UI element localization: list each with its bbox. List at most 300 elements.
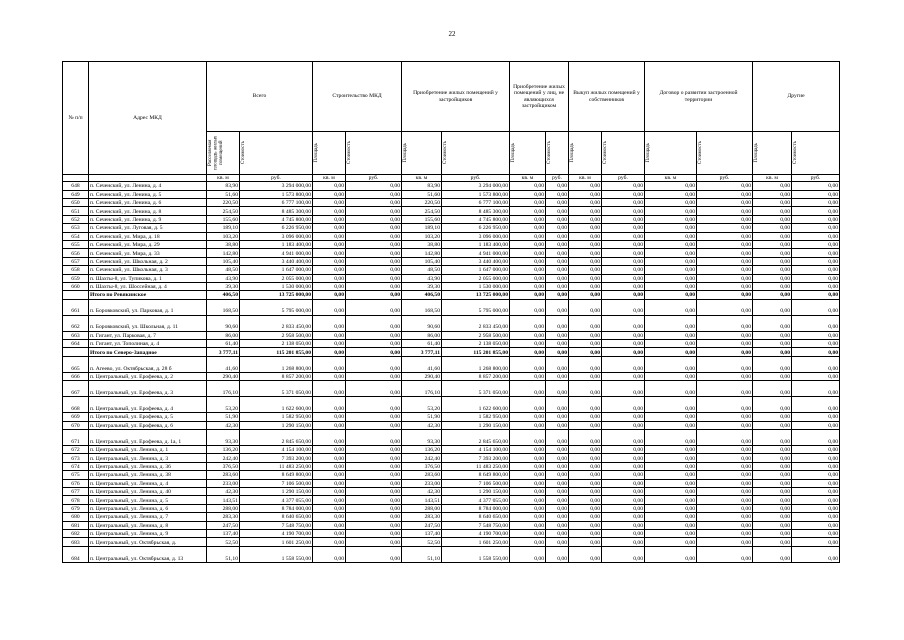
row-number: 668: [63, 397, 89, 413]
row-area-buyout: 0,00: [569, 513, 602, 521]
row-cost-other: 0,00: [792, 397, 840, 413]
unit-label: кв. м: [510, 175, 546, 182]
row-area-buyout: 0,00: [569, 182, 602, 190]
row-cost-developers: 7 106 500,00: [442, 479, 510, 487]
row-cost-nondevelopers: 0,00: [546, 397, 569, 413]
row-area-buyout: 0,00: [569, 215, 602, 223]
row-cost-nondevelopers: 0,00: [546, 232, 569, 240]
row-area-other: 0,00: [753, 190, 792, 198]
row-cost-buyout: 0,00: [602, 430, 645, 446]
row-area-buyout: 0,00: [569, 299, 602, 315]
row-area-nondevelopers: 0,00: [510, 340, 546, 348]
row-area-developers: 288,00: [402, 504, 442, 512]
row-cost-nondevelopers: 0,00: [546, 340, 569, 348]
row-area-contract: 0,00: [645, 274, 697, 282]
row-area-total: 189,10: [207, 224, 240, 232]
page-number: 22: [448, 30, 456, 38]
row-area-buyout: 0,00: [569, 538, 602, 546]
row-cost-buyout: 0,00: [602, 471, 645, 479]
row-cost-developers: 1 622 600,00: [442, 397, 510, 413]
row-cost-construction: 0,00: [346, 215, 402, 223]
row-number: 675: [63, 471, 89, 479]
row-cost-total: 8 640 650,00: [240, 513, 313, 521]
row-cost-other: 0,00: [792, 381, 840, 397]
row-cost-developers: 4 377 055,00: [442, 496, 510, 504]
row-cost-total: 1 290 150,00: [240, 487, 313, 495]
row-cost-other: 0,00: [792, 224, 840, 232]
row-area-total: 61,40: [207, 340, 240, 348]
row-area-nondevelopers: 0,00: [510, 249, 546, 257]
row-area-developers: 51,90: [402, 413, 442, 421]
row-cost-construction: 0,00: [346, 496, 402, 504]
header-cost: Стоимость: [347, 141, 352, 165]
row-cost-contract: 0,00: [697, 504, 753, 512]
header-group: Выкуп жилых помещений у собственников: [569, 62, 645, 132]
row-cost-contract: 0,00: [697, 471, 753, 479]
row-address: п. Шахты-8, ул. Тупикова, д. 1: [89, 274, 207, 282]
row-number: 655: [63, 240, 89, 248]
row-cost-construction: 0,00: [346, 529, 402, 537]
table-row: [63, 274, 840, 282]
row-area-other: 0,00: [753, 198, 792, 206]
header-cost: Стоимость: [547, 141, 553, 165]
table-row: [63, 207, 840, 215]
row-area-contract: 0,00: [645, 521, 697, 529]
row-area-contract: 0,00: [645, 182, 697, 190]
row-area-developers: 38,80: [402, 240, 442, 248]
row-area-nondevelopers: 0,00: [510, 331, 546, 339]
row-number: 657: [63, 257, 89, 265]
header-area: Площадь: [511, 143, 517, 163]
row-cost-construction: 0,00: [346, 471, 402, 479]
row-address: Итого по Северо-Западное: [89, 348, 207, 356]
row-area-contract: 0,00: [645, 266, 697, 274]
row-cost-contract: 0,00: [697, 356, 753, 372]
table-row: [63, 232, 840, 240]
row-number: 652: [63, 215, 89, 223]
header-area: Площадь: [570, 143, 576, 163]
row-area-other: 0,00: [753, 381, 792, 397]
row-area-other: 0,00: [753, 356, 792, 372]
row-cost-contract: 0,00: [697, 232, 753, 240]
row-area-nondevelopers: 0,00: [510, 299, 546, 315]
row-area-developers: 242,40: [402, 454, 442, 462]
row-address: п. Гигант, ул. Парковая, д. 7: [89, 331, 207, 339]
row-area-other: 0,00: [753, 299, 792, 315]
row-cost-total: 5 371 050,00: [240, 381, 313, 397]
row-area-buyout: 0,00: [569, 504, 602, 512]
header-cost: Стоимость: [241, 141, 246, 165]
row-area-total: 39,30: [207, 282, 240, 290]
header-cost: Стоимость: [603, 141, 609, 165]
row-cost-buyout: 0,00: [602, 521, 645, 529]
row-area-buyout: 0,00: [569, 529, 602, 537]
row-area-nondevelopers: 0,00: [510, 315, 546, 331]
row-number: 674: [63, 462, 89, 470]
row-cost-total: 6 777 100,00: [240, 198, 313, 206]
row-cost-buyout: 0,00: [602, 315, 645, 331]
header-group: Всего: [207, 62, 313, 132]
row-area-other: 0,00: [753, 249, 792, 257]
row-cost-nondevelopers: 0,00: [546, 521, 569, 529]
row-cost-contract: 0,00: [697, 340, 753, 348]
row-area-developers: 39,30: [402, 282, 442, 290]
row-area-developers: 247,50: [402, 521, 442, 529]
row-area-contract: 0,00: [645, 487, 697, 495]
row-area-contract: 0,00: [645, 249, 697, 257]
row-area-contract: 0,00: [645, 546, 697, 562]
row-cost-total: 2 958 500,00: [240, 331, 313, 339]
row-number: 661: [63, 299, 89, 315]
row-area-buyout: 0,00: [569, 471, 602, 479]
row-cost-construction: 0,00: [346, 257, 402, 265]
row-cost-contract: 0,00: [697, 454, 753, 462]
row-area-construction: 0,00: [313, 190, 346, 198]
row-area-total: 288,00: [207, 504, 240, 512]
row-cost-other: 0,00: [792, 182, 840, 190]
row-area-nondevelopers: 0,00: [510, 198, 546, 206]
row-area-other: 0,00: [753, 430, 792, 446]
row-number: 665: [63, 356, 89, 372]
row-address: п. Центральный, ул. Ерофеева, д. 2: [89, 372, 207, 380]
row-area-construction: 0,00: [313, 454, 346, 462]
row-cost-construction: 0,00: [346, 504, 402, 512]
row-area-contract: 0,00: [645, 413, 697, 421]
row-area-buyout: 0,00: [569, 232, 602, 240]
row-cost-total: 3 096 000,00: [240, 232, 313, 240]
row-area-buyout: 0,00: [569, 198, 602, 206]
row-area-buyout: 0,00: [569, 496, 602, 504]
row-cost-nondevelopers: 0,00: [546, 413, 569, 421]
row-area-construction: 0,00: [313, 446, 346, 454]
row-area-developers: 61,40: [402, 340, 442, 348]
row-number: 663: [63, 331, 89, 339]
unit-label: кв. м: [569, 175, 602, 182]
row-area-developers: 406,50: [402, 291, 442, 299]
row-area-total: 136,20: [207, 446, 240, 454]
row-address: п. Гигант, ул. Тополиная, д. 4: [89, 340, 207, 348]
row-area-total: 86,00: [207, 331, 240, 339]
unit-label: кв. м: [645, 175, 697, 182]
row-cost-developers: 6 226 950,00: [442, 224, 510, 232]
row-area-total: 233,00: [207, 479, 240, 487]
row-cost-total: 4 154 100,00: [240, 446, 313, 454]
row-area-other: 0,00: [753, 331, 792, 339]
row-area-developers: 3 777,11: [402, 348, 442, 356]
row-area-buyout: 0,00: [569, 266, 602, 274]
row-number: 684: [63, 546, 89, 562]
row-cost-other: 0,00: [792, 521, 840, 529]
row-area-developers: 43,90: [402, 274, 442, 282]
row-number: 676: [63, 479, 89, 487]
table-row: [63, 413, 840, 421]
row-cost-construction: 0,00: [346, 232, 402, 240]
row-cost-construction: 0,00: [346, 282, 402, 290]
row-cost-nondevelopers: 0,00: [546, 315, 569, 331]
row-area-other: 0,00: [753, 207, 792, 215]
row-area-developers: 53,20: [402, 397, 442, 413]
table-row: [63, 504, 840, 512]
row-cost-other: 0,00: [792, 331, 840, 339]
row-address: п. Боровковский, ул. Школьная, д. 11: [89, 315, 207, 331]
row-address: п. Сеченский, ул. Мира, д. 33: [89, 249, 207, 257]
table-row: [63, 430, 840, 446]
row-address: п. Сеченский, ул. Ленина, д. 5: [89, 190, 207, 198]
row-area-buyout: 0,00: [569, 462, 602, 470]
row-area-contract: 0,00: [645, 381, 697, 397]
row-cost-total: 13 725 000,00: [240, 291, 313, 299]
row-cost-construction: 0,00: [346, 381, 402, 397]
row-cost-developers: 1 530 000,00: [442, 282, 510, 290]
header-no: № п/п: [63, 62, 89, 175]
row-area-nondevelopers: 0,00: [510, 356, 546, 372]
table-row: [63, 397, 840, 413]
row-area-buyout: 0,00: [569, 257, 602, 265]
row-cost-buyout: 0,00: [602, 249, 645, 257]
row-address: п. Центральный, ул. Ленина, д. 4: [89, 479, 207, 487]
row-cost-nondevelopers: 0,00: [546, 291, 569, 299]
row-cost-contract: 0,00: [697, 430, 753, 446]
row-area-contract: 0,00: [645, 257, 697, 265]
row-area-nondevelopers: 0,00: [510, 224, 546, 232]
row-cost-other: 0,00: [792, 299, 840, 315]
row-area-nondevelopers: 0,00: [510, 381, 546, 397]
row-cost-construction: 0,00: [346, 207, 402, 215]
row-address: Итого по Ревякинское: [89, 291, 207, 299]
row-number: [63, 291, 89, 299]
row-cost-construction: 0,00: [346, 479, 402, 487]
row-area-construction: 0,00: [313, 340, 346, 348]
row-cost-other: 0,00: [792, 190, 840, 198]
row-cost-total: 4 190 700,00: [240, 529, 313, 537]
row-area-total: 376,50: [207, 462, 240, 470]
row-area-buyout: 0,00: [569, 340, 602, 348]
row-cost-construction: 0,00: [346, 240, 402, 248]
header-area: Площадь: [314, 143, 319, 163]
header-cost: Стоимость: [443, 141, 448, 165]
table-row: [63, 421, 840, 429]
row-cost-contract: 0,00: [697, 397, 753, 413]
row-cost-total: 8 485 300,00: [240, 207, 313, 215]
row-cost-nondevelopers: 0,00: [546, 513, 569, 521]
table-row: [63, 182, 840, 190]
row-area-nondevelopers: 0,00: [510, 291, 546, 299]
row-address: п. Центральный, ул. Ленина, д. 8: [89, 521, 207, 529]
row-area-total: 105,40: [207, 257, 240, 265]
row-area-contract: 0,00: [645, 291, 697, 299]
row-cost-other: 0,00: [792, 240, 840, 248]
row-area-nondevelopers: 0,00: [510, 257, 546, 265]
row-cost-total: 8 784 000,00: [240, 504, 313, 512]
row-cost-total: 4 745 800,00: [240, 215, 313, 223]
row-area-developers: 136,20: [402, 446, 442, 454]
row-cost-construction: 0,00: [346, 397, 402, 413]
row-number: 666: [63, 372, 89, 380]
row-area-nondevelopers: 0,00: [510, 496, 546, 504]
row-cost-developers: 8 640 650,00: [442, 513, 510, 521]
row-cost-contract: 0,00: [697, 190, 753, 198]
row-cost-contract: 0,00: [697, 315, 753, 331]
row-area-other: 0,00: [753, 397, 792, 413]
row-area-developers: 220,50: [402, 198, 442, 206]
row-address: п. Шахты-8, ул. Шоссейная, д. 4: [89, 282, 207, 290]
row-number: 669: [63, 413, 89, 421]
row-area-other: 0,00: [753, 315, 792, 331]
row-area-total: 83,90: [207, 182, 240, 190]
row-cost-other: 0,00: [792, 274, 840, 282]
row-area-construction: 0,00: [313, 504, 346, 512]
row-area-total: 90,60: [207, 315, 240, 331]
row-area-total: 283,60: [207, 471, 240, 479]
row-area-contract: 0,00: [645, 331, 697, 339]
row-address: п. Сеченский, ул. Мира, д. 29: [89, 240, 207, 248]
row-area-developers: 93,30: [402, 430, 442, 446]
row-cost-nondevelopers: 0,00: [546, 479, 569, 487]
row-cost-buyout: 0,00: [602, 348, 645, 356]
row-cost-nondevelopers: 0,00: [546, 224, 569, 232]
row-area-developers: 51,60: [402, 190, 442, 198]
row-cost-developers: 2 138 050,00: [442, 340, 510, 348]
row-cost-other: 0,00: [792, 249, 840, 257]
row-area-construction: 0,00: [313, 232, 346, 240]
row-area-construction: 0,00: [313, 471, 346, 479]
row-cost-other: 0,00: [792, 291, 840, 299]
row-cost-contract: 0,00: [697, 462, 753, 470]
row-cost-contract: 0,00: [697, 546, 753, 562]
row-cost-total: 1 290 150,00: [240, 421, 313, 429]
row-area-developers: 103,20: [402, 232, 442, 240]
header-group: Договор о развитии застроенной территории: [645, 62, 753, 132]
row-address: п. Центральный, ул. Ерофеева, д. 1а, 1: [89, 430, 207, 446]
row-cost-buyout: 0,00: [602, 215, 645, 223]
table-row: [63, 240, 840, 248]
row-cost-developers: 5 371 050,00: [442, 381, 510, 397]
table-row: [63, 249, 840, 257]
row-cost-buyout: 0,00: [602, 446, 645, 454]
row-cost-contract: 0,00: [697, 413, 753, 421]
row-cost-buyout: 0,00: [602, 356, 645, 372]
header-area-resettled: Расселяемая площадь жилых помещений: [208, 135, 224, 171]
row-cost-buyout: 0,00: [602, 496, 645, 504]
table-body: [63, 182, 840, 563]
row-cost-construction: 0,00: [346, 291, 402, 299]
row-area-contract: 0,00: [645, 240, 697, 248]
row-area-total: 53,20: [207, 397, 240, 413]
row-area-developers: 290,40: [402, 372, 442, 380]
row-cost-contract: 0,00: [697, 348, 753, 356]
row-area-nondevelopers: 0,00: [510, 413, 546, 421]
row-cost-developers: 2 958 500,00: [442, 331, 510, 339]
row-area-other: 0,00: [753, 291, 792, 299]
row-area-developers: 254,50: [402, 207, 442, 215]
row-cost-buyout: 0,00: [602, 421, 645, 429]
row-cost-contract: 0,00: [697, 513, 753, 521]
row-area-other: 0,00: [753, 372, 792, 380]
row-area-other: 0,00: [753, 266, 792, 274]
row-cost-contract: 0,00: [697, 257, 753, 265]
header-area: Площадь: [754, 143, 760, 163]
row-area-nondevelopers: 0,00: [510, 266, 546, 274]
row-cost-contract: 0,00: [697, 249, 753, 257]
row-cost-contract: 0,00: [697, 224, 753, 232]
row-area-total: 51,60: [207, 190, 240, 198]
row-area-nondevelopers: 0,00: [510, 513, 546, 521]
row-area-contract: 0,00: [645, 496, 697, 504]
row-area-contract: 0,00: [645, 215, 697, 223]
row-cost-construction: 0,00: [346, 413, 402, 421]
row-area-contract: 0,00: [645, 430, 697, 446]
row-cost-other: 0,00: [792, 513, 840, 521]
row-cost-nondevelopers: 0,00: [546, 529, 569, 537]
row-area-buyout: 0,00: [569, 207, 602, 215]
row-cost-developers: 4 154 100,00: [442, 446, 510, 454]
row-cost-developers: 3 096 000,00: [442, 232, 510, 240]
row-area-buyout: 0,00: [569, 546, 602, 562]
table-row: [63, 454, 840, 462]
row-cost-construction: 0,00: [346, 190, 402, 198]
row-cost-total: 2 845 650,00: [240, 430, 313, 446]
row-area-other: 0,00: [753, 274, 792, 282]
row-cost-total: 3 294 000,00: [240, 182, 313, 190]
row-cost-other: 0,00: [792, 340, 840, 348]
row-area-nondevelopers: 0,00: [510, 471, 546, 479]
row-area-construction: 0,00: [313, 487, 346, 495]
header-group: Строительство МКД: [313, 62, 402, 132]
row-area-developers: 105,40: [402, 257, 442, 265]
row-cost-nondevelopers: 0,00: [546, 487, 569, 495]
row-cost-nondevelopers: 0,00: [546, 504, 569, 512]
row-area-total: 290,40: [207, 372, 240, 380]
row-cost-buyout: 0,00: [602, 529, 645, 537]
row-cost-developers: 1 582 950,00: [442, 413, 510, 421]
row-cost-contract: 0,00: [697, 282, 753, 290]
row-cost-developers: 7 393 200,00: [442, 454, 510, 462]
row-cost-construction: 0,00: [346, 513, 402, 521]
row-cost-other: 0,00: [792, 454, 840, 462]
row-area-contract: 0,00: [645, 513, 697, 521]
row-area-developers: 142,80: [402, 249, 442, 257]
row-cost-total: 5 795 000,00: [240, 299, 313, 315]
row-cost-buyout: 0,00: [602, 291, 645, 299]
row-address: п. Центральный, ул. Ленина, д. 7: [89, 513, 207, 521]
row-cost-other: 0,00: [792, 487, 840, 495]
row-cost-total: 1 268 800,00: [240, 356, 313, 372]
row-cost-construction: 0,00: [346, 340, 402, 348]
row-cost-nondevelopers: 0,00: [546, 331, 569, 339]
row-cost-developers: 5 795 000,00: [442, 299, 510, 315]
row-area-total: 242,40: [207, 454, 240, 462]
row-cost-construction: 0,00: [346, 274, 402, 282]
row-area-nondevelopers: 0,00: [510, 521, 546, 529]
row-area-construction: 0,00: [313, 274, 346, 282]
row-cost-contract: 0,00: [697, 198, 753, 206]
row-cost-construction: 0,00: [346, 462, 402, 470]
row-area-construction: 0,00: [313, 207, 346, 215]
row-area-nondevelopers: 0,00: [510, 529, 546, 537]
row-area-construction: 0,00: [313, 182, 346, 190]
row-number: 648: [63, 182, 89, 190]
row-cost-other: 0,00: [792, 215, 840, 223]
row-area-nondevelopers: 0,00: [510, 207, 546, 215]
row-cost-construction: 0,00: [346, 538, 402, 546]
row-area-other: 0,00: [753, 479, 792, 487]
row-cost-total: 1 601 250,00: [240, 538, 313, 546]
row-cost-total: 2 055 000,00: [240, 274, 313, 282]
row-area-construction: 0,00: [313, 397, 346, 413]
row-area-construction: 0,00: [313, 513, 346, 521]
row-cost-developers: 7 548 750,00: [442, 521, 510, 529]
row-number: 662: [63, 315, 89, 331]
